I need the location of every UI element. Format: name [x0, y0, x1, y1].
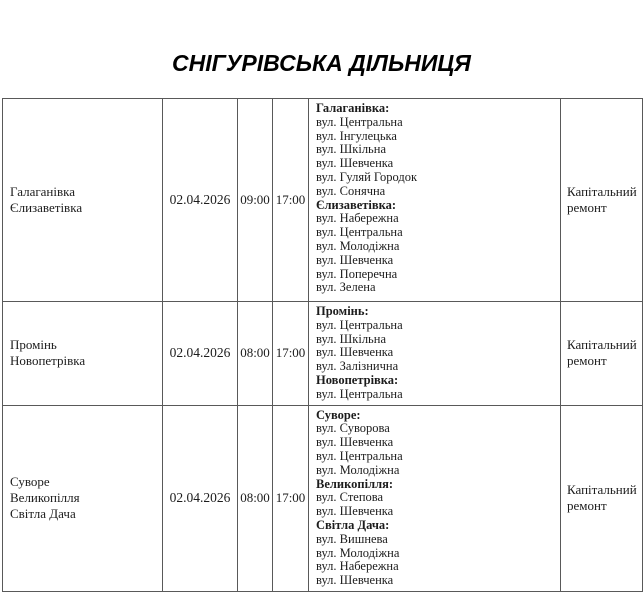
street-item: вул. Центральна [316, 317, 403, 332]
start-time-cell: 08:00 [238, 405, 273, 591]
street-group-header: Єлизаветівка: [316, 197, 397, 212]
street-item: вул. Залізнична [316, 359, 399, 374]
street-item: вул. Шкільна [316, 331, 386, 346]
street-item: вул. Молодіжна [316, 238, 400, 253]
street-item: вул. Сонячна [316, 183, 386, 198]
street-item: вул. Шевченка [316, 573, 394, 588]
schedule-table [2, 98, 643, 592]
street-item: вул. Центральна [316, 386, 403, 401]
street-item: вул. Шевченка [316, 345, 394, 360]
streets-cell [309, 405, 561, 591]
street-item: вул. Шевченка [316, 435, 394, 450]
settlement-name: Галаганівка [10, 184, 76, 199]
street-item: вул. Шкільна [316, 142, 386, 157]
settlement-name: Суворе [10, 474, 50, 490]
street-group-header: Великопілля: [316, 476, 394, 491]
table-row [3, 99, 643, 302]
start-time-cell: 08:00 [238, 302, 273, 406]
date-cell: 02.04.2026 [163, 302, 238, 406]
settlement-name: Новопетрівка [10, 353, 86, 369]
work-type-cell: Капітальний ремонт [561, 302, 643, 406]
settlements-cell [3, 99, 163, 302]
date-cell: 02.04.2026 [163, 99, 238, 302]
work-type-cell: Капітальний ремонт [561, 99, 643, 302]
street-item: вул. Шевченка [316, 504, 394, 519]
street-item: вул. Шевченка [316, 156, 394, 171]
page-title: СНІГУРІВСЬКА ДІЛЬНИЦЯ [172, 50, 471, 76]
street-item: вул. Центральна [316, 114, 403, 129]
street-group-header: Суворе: [316, 407, 361, 422]
table-row [3, 302, 643, 406]
street-item: вул. Гуляй Городок [316, 169, 418, 184]
street-group-header: Світла Дача: [316, 517, 390, 532]
street-group-header: Промінь: [316, 304, 369, 318]
street-item: вул. Набережна [316, 211, 399, 226]
street-item: вул. Шевченка [316, 252, 394, 267]
street-item: вул. Зелена [316, 280, 376, 295]
street-item: вул. Центральна [316, 448, 403, 463]
settlement-name: Великопілля [10, 490, 80, 506]
settlement-name: Світла Дача [10, 506, 76, 522]
street-item: вул. Вишнева [316, 531, 388, 546]
street-item: вул. Поперечна [316, 266, 398, 281]
settlements-cell [3, 405, 163, 591]
streets-cell [309, 99, 561, 302]
street-item: вул. Степова [316, 490, 384, 505]
street-item: вул. Молодіжна [316, 462, 400, 477]
date-cell: 02.04.2026 [163, 405, 238, 591]
settlement-name: Єлизаветівка [10, 200, 83, 215]
schedule-table-body [3, 99, 643, 592]
street-item: вул. Суворова [316, 421, 390, 436]
street-item: вул. Молодіжна [316, 545, 400, 560]
table-row [3, 405, 643, 591]
settlement-name: Промінь [10, 337, 57, 353]
street-item: вул. Центральна [316, 225, 403, 240]
street-item: вул. Набережна [316, 559, 399, 574]
settlements-cell [3, 302, 163, 406]
streets-cell [309, 302, 561, 406]
end-time-cell: 17:00 [273, 99, 309, 302]
end-time-cell: 17:00 [273, 405, 309, 591]
start-time-cell: 09:00 [238, 99, 273, 302]
work-type-cell: Капітальний ремонт [561, 405, 643, 591]
street-item: вул. Інгулецька [316, 128, 397, 143]
end-time-cell: 17:00 [273, 302, 309, 406]
street-group-header: Галаганівка: [316, 101, 390, 115]
street-group-header: Новопетрівка: [316, 372, 399, 387]
